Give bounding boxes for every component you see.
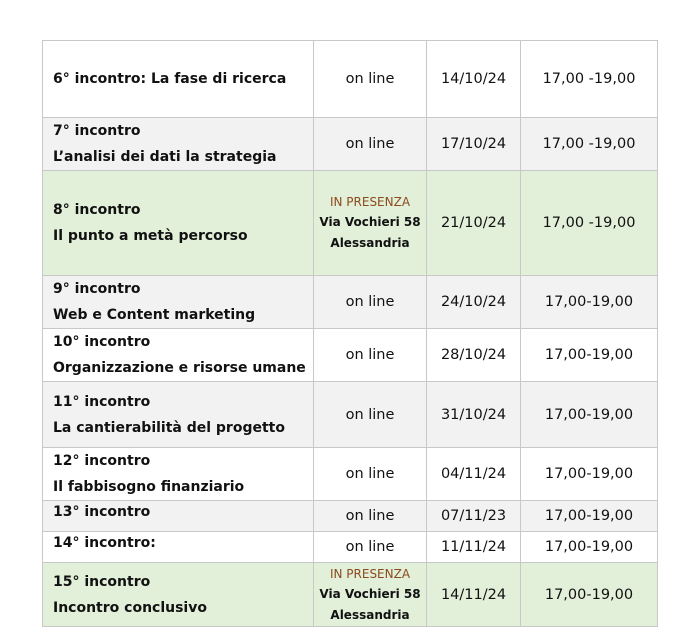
session-mode-cell xyxy=(314,532,427,563)
session-mode: on line xyxy=(345,466,395,482)
session-mode: on line xyxy=(345,539,395,555)
session-mode-cell xyxy=(314,448,427,501)
session-number: 6° incontro: La fase di ricerca xyxy=(53,71,287,87)
session-time: 17,00 -19,00 xyxy=(521,41,658,118)
session-number: 9° incontro xyxy=(53,281,141,297)
session-date: 28/10/24 xyxy=(427,329,521,382)
session-mode: on line xyxy=(345,136,395,152)
session-date: 14/10/24 xyxy=(427,41,521,118)
session-title-cell xyxy=(43,118,314,171)
session-time: 17,00-19,00 xyxy=(521,563,658,627)
in-presence-label: IN PRESENZA xyxy=(329,195,411,209)
table-row xyxy=(43,171,658,276)
session-time: 17,00-19,00 xyxy=(521,532,658,563)
session-title-cell xyxy=(43,41,314,118)
session-topic: La cantierabilità del progetto xyxy=(53,419,285,436)
venue-city: Alessandria xyxy=(330,236,410,250)
session-topic: Incontro conclusivo xyxy=(53,599,207,616)
session-mode: on line xyxy=(345,406,395,423)
session-mode: on line xyxy=(345,347,395,363)
session-number: 8° incontro xyxy=(53,202,141,218)
session-time: 17,00-19,00 xyxy=(521,448,658,501)
session-mode: on line xyxy=(345,294,395,310)
table-row xyxy=(43,41,658,118)
session-number: 10° incontro xyxy=(53,334,151,350)
session-mode-cell xyxy=(314,501,427,532)
session-title-cell xyxy=(43,171,314,276)
session-number: 12° incontro xyxy=(53,453,151,469)
session-mode-cell xyxy=(314,276,427,329)
session-time: 17,00 -19,00 xyxy=(521,171,658,276)
session-topic: Web e Content marketing xyxy=(53,307,256,323)
session-title-cell xyxy=(43,448,314,501)
session-mode-cell xyxy=(314,382,427,448)
session-date: 31/10/24 xyxy=(427,382,521,448)
session-time: 17,00 -19,00 xyxy=(521,118,658,171)
session-mode-cell xyxy=(314,329,427,382)
venue-street: Via Vochieri 58 xyxy=(319,215,421,229)
table-row xyxy=(43,532,658,563)
session-mode: on line xyxy=(345,71,395,87)
session-number: 15° incontro xyxy=(53,573,151,590)
session-title-cell xyxy=(43,329,314,382)
table-row xyxy=(43,501,658,532)
session-mode: on line xyxy=(345,508,395,524)
session-date: 04/11/24 xyxy=(427,448,521,501)
table-row xyxy=(43,382,658,448)
table-row xyxy=(43,563,658,627)
session-topic: L’analisi dei dati la strategia xyxy=(53,149,277,165)
session-time: 17,00-19,00 xyxy=(521,276,658,329)
table-row xyxy=(43,276,658,329)
session-date: 07/11/23 xyxy=(427,501,521,532)
venue-street: Via Vochieri 58 xyxy=(319,586,421,601)
session-topic: Il punto a metà percorso xyxy=(53,228,248,244)
schedule-table xyxy=(42,40,658,627)
session-time: 17,00-19,00 xyxy=(521,382,658,448)
session-mode-cell xyxy=(314,563,427,627)
session-date: 11/11/24 xyxy=(427,532,521,563)
session-number: 7° incontro xyxy=(53,123,141,139)
session-number: 14° incontro: xyxy=(53,535,156,551)
table-row xyxy=(43,329,658,382)
session-mode-cell xyxy=(314,118,427,171)
session-time: 17,00-19,00 xyxy=(521,501,658,532)
session-title-cell xyxy=(43,276,314,329)
session-topic: Organizzazione e risorse umane xyxy=(53,360,306,376)
venue-city: Alessandria xyxy=(330,607,410,622)
session-date: 17/10/24 xyxy=(427,118,521,171)
session-time: 17,00-19,00 xyxy=(521,329,658,382)
session-number: 11° incontro xyxy=(53,393,151,410)
session-date: 24/10/24 xyxy=(427,276,521,329)
session-number: 13° incontro xyxy=(53,504,151,520)
session-mode-cell xyxy=(314,171,427,276)
session-date: 21/10/24 xyxy=(427,171,521,276)
session-title-cell xyxy=(43,532,314,563)
table-row xyxy=(43,118,658,171)
session-title-cell xyxy=(43,501,314,532)
session-mode-cell xyxy=(314,41,427,118)
in-presence-label: IN PRESENZA xyxy=(329,566,411,581)
table-row xyxy=(43,448,658,501)
session-title-cell xyxy=(43,382,314,448)
session-date: 14/11/24 xyxy=(427,563,521,627)
session-topic: Il fabbisogno finanziario xyxy=(53,479,245,495)
session-title-cell xyxy=(43,563,314,627)
